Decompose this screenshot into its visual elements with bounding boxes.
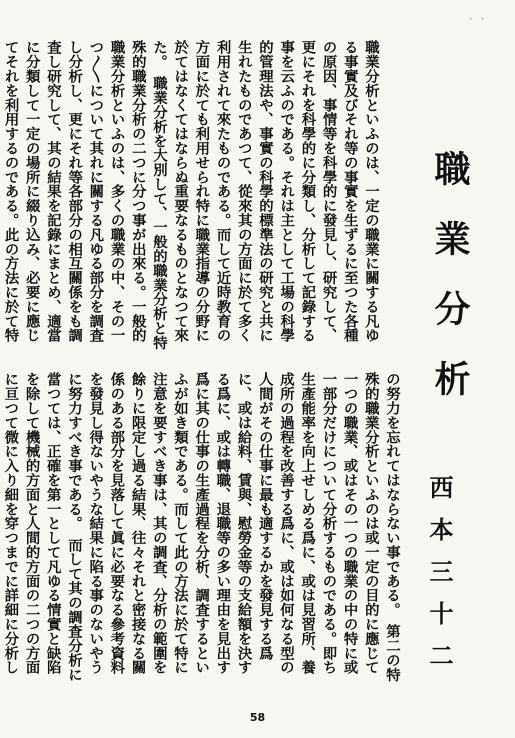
body-text-upper: 職業分析といふのは、一定の職業に關する凡ゆる事實及びそれ等の事實を生ずるに至つた各種の原因、事情等を科學的に發見し、研究して、更にそれを科學的に分類し、分析して記錄する事を云ふのである。それは主として工場の科學的管理法や、事實の科學的標準法の研究と共に生れたものであつて、從來其の方面に於て多く利用されて來たものである。而して近時教育の方面に於ても利用せられ特に職業指導の分野に於てはなくてはならぬ重要なるものとなつて來た。 職業分析を大別して、一般的職業分析と特殊的職業分析の二つに分つ事が出來る。一般的職業分析といふのは、多くの職業の中、その一つ〳〵について其れに關する凡ゆる部分を調査し分析し、更にそれ等各部分の相互關係をも調査し研究して、其の結果を記錄にまとめ、適當に分類して一定の場所に綴り込み、必要に應じてそれを利用するのである。此の方法に於て特 [2, 40, 380, 350]
article-title: 職業分析 [429, 150, 471, 430]
article-author: 西本三十二 [425, 475, 454, 685]
page-number: 58 [249, 711, 266, 724]
body-text-lower: の努力を忘れてはならない事である。 第二の特殊的職業分析といふのは或一定の目的に應じて一つの職業、或はその一つの職業の中の特に或一部分だけについて分析するものである。即ち生產能率を向上せしめる爲に、或は見習所、養成所の過程を改善する爲に、或は如何なる型の人間がその仕事に最も適するかを發見する爲に、或は給料、賃與、慰勞金等の支給額を決する爲に、或は轉職、退職等の多い理由を見出す爲に其の仕事の生產過程を分析、調査するといふが如き類である。而して此の方法に於て特に注意を要すべき事は、其の調査、分析の範圍を餘りに限定し過る結果、往々それと密接なる關係のある部分を見落して眞に必要なる參考資料を發見し得ないやうな結果に陷る事のないやうに努力すべき事である。 而して其の調査分析に當つては、正確を第一として凡ゆる情實と缺陷を除して機械的方面と人間的方面の二つの方面に亘つて微に入り細を穿つまでに詳細に分析し [2, 372, 401, 682]
corner-mark: ・ ・ [466, 15, 487, 25]
